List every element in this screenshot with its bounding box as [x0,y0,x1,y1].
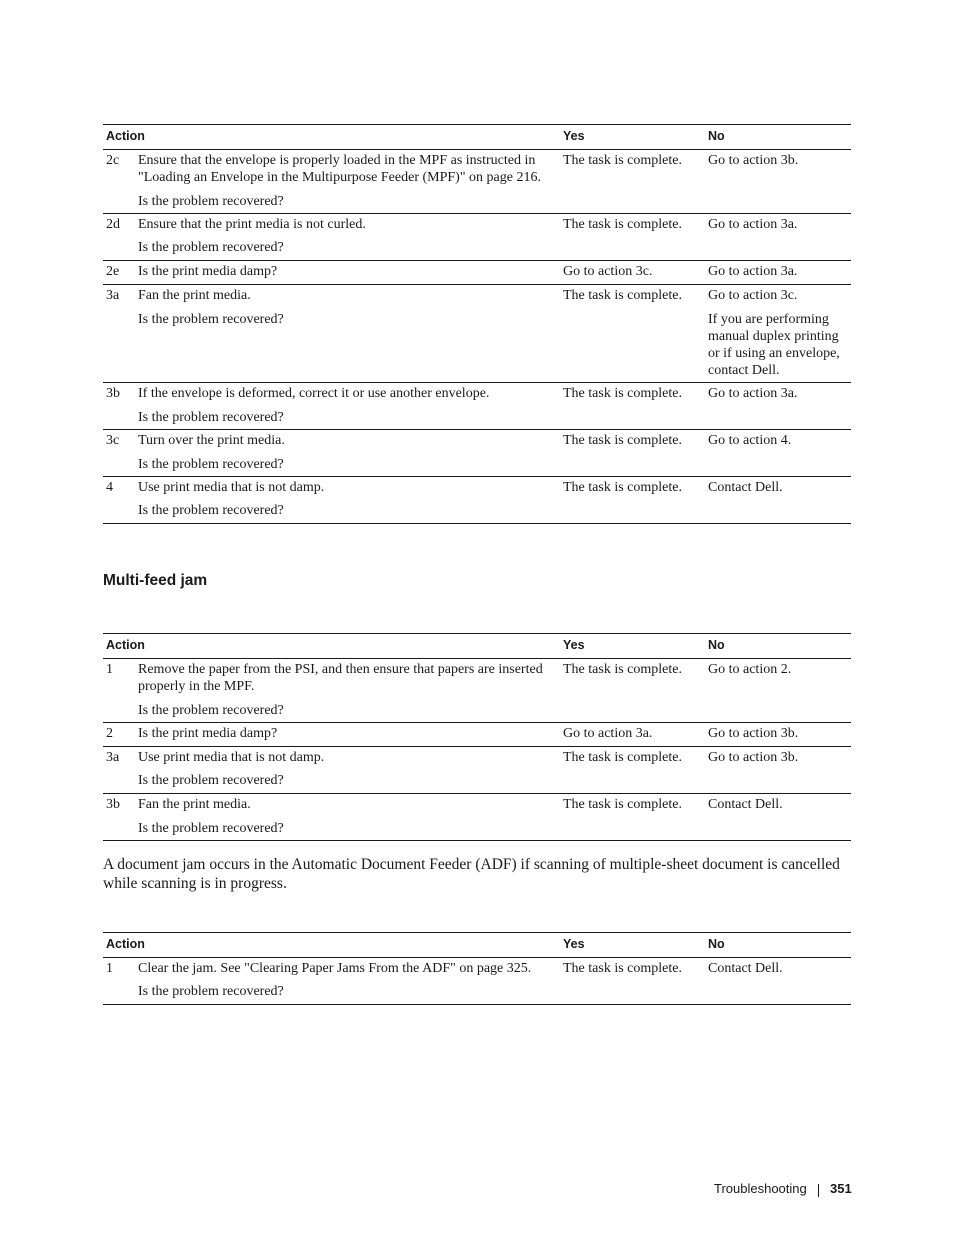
no-text: Go to action 3a. [708,264,798,279]
action-text: If the envelope is deformed, correct it or use another envelope. [138,386,490,401]
action-id: 2c [106,153,120,168]
yes-text: Go to action 3c. [563,264,653,279]
action-question: Is the problem recovered? [138,503,284,518]
table-row [103,477,851,524]
header-action: Action [106,638,145,652]
yes-text: The task is complete. [563,153,682,168]
no-text: Go to action 3c. [708,288,798,303]
action-question: Is the problem recovered? [138,457,284,472]
action-text: Ensure that the envelope is properly loaded in the MPF as instructed in "Loading an Envelope in the Multipurpose Feeder (MPF)" on page 216. [138,153,541,185]
header-action: Action [106,129,145,143]
action-text: Ensure that the print media is not curled. [138,217,366,232]
no-extra-text: If you are performing manual duplex printing or if using an envelope, contact Dell. [708,312,840,378]
action-question: Is the problem recovered? [138,773,284,788]
no-text: Go to action 3b. [708,750,799,765]
yes-text: Go to action 3a. [563,726,653,741]
table-header [103,124,851,150]
header-no: No [708,129,725,143]
no-text: Go to action 3a. [708,386,798,401]
no-text: Contact Dell. [708,961,783,976]
table-row [103,430,851,477]
yes-text: The task is complete. [563,750,682,765]
action-id: 1 [106,662,113,677]
yes-text: The task is complete. [563,797,682,812]
header-yes: Yes [563,129,585,143]
action-id: 4 [106,480,113,495]
table-row [103,958,851,1005]
action-text: Use print media that is not damp. [138,750,325,765]
action-text: Is the print media damp? [138,264,278,279]
action-text: Fan the print media. [138,288,251,303]
no-text: Go to action 3b. [708,726,799,741]
header-yes: Yes [563,638,585,652]
no-text: Go to action 4. [708,433,792,448]
footer-section-name: Troubleshooting [714,1181,807,1196]
action-id: 1 [106,961,113,976]
action-question: Is the problem recovered? [138,312,284,327]
no-text: Go to action 3b. [708,153,799,168]
table-row [103,214,851,261]
troubleshooting-table-1 [103,124,851,524]
action-question: Is the problem recovered? [138,240,284,255]
no-text: Contact Dell. [708,797,783,812]
action-question: Is the problem recovered? [138,821,284,836]
section-heading: Multi-feed jam [103,572,208,589]
yes-text: The task is complete. [563,217,682,232]
table-row [103,150,851,214]
header-no: No [708,937,725,951]
action-text: Clear the jam. See "Clearing Paper Jams From the ADF" on page 325. [138,961,532,976]
table-row [103,261,851,285]
adf-jam-paragraph: A document jam occurs in the Automatic Document Feeder (ADF) if scanning of multiple-sheet document is cancelled while scanning is in progress. [103,856,840,892]
action-id: 3a [106,288,120,303]
table-row [103,723,851,747]
action-text: Use print media that is not damp. [138,480,325,495]
yes-text: The task is complete. [563,386,682,401]
action-question: Is the problem recovered? [138,410,284,425]
table-header [103,932,851,958]
troubleshooting-table-3 [103,932,851,1005]
action-id: 3c [106,433,120,448]
table-row [103,794,851,841]
yes-text: The task is complete. [563,433,682,448]
action-question: Is the problem recovered? [138,984,284,999]
no-text: Contact Dell. [708,480,783,495]
table-row [103,659,851,723]
action-text: Is the print media damp? [138,726,278,741]
action-text: Turn over the print media. [138,433,285,448]
action-id: 2d [106,217,120,232]
action-id: 3a [106,750,120,765]
page-number: 351 [830,1181,852,1196]
header-yes: Yes [563,937,585,951]
action-text: Fan the print media. [138,797,251,812]
yes-text: The task is complete. [563,288,682,303]
table-row [103,285,851,383]
action-id: 2e [106,264,120,279]
troubleshooting-table-2 [103,633,851,841]
action-question: Is the problem recovered? [138,703,284,718]
action-id: 2 [106,726,113,741]
header-no: No [708,638,725,652]
table-row [103,747,851,794]
table-row [103,383,851,430]
footer-separator [818,1184,819,1197]
yes-text: The task is complete. [563,480,682,495]
yes-text: The task is complete. [563,662,682,677]
table-header [103,633,851,659]
no-text: Go to action 2. [708,662,792,677]
action-id: 3b [106,386,120,401]
action-question: Is the problem recovered? [138,194,284,209]
no-text: Go to action 3a. [708,217,798,232]
action-id: 3b [106,797,120,812]
action-text: Remove the paper from the PSI, and then ensure that papers are inserted properly in the MPF. [138,662,543,694]
yes-text: The task is complete. [563,961,682,976]
header-action: Action [106,937,145,951]
